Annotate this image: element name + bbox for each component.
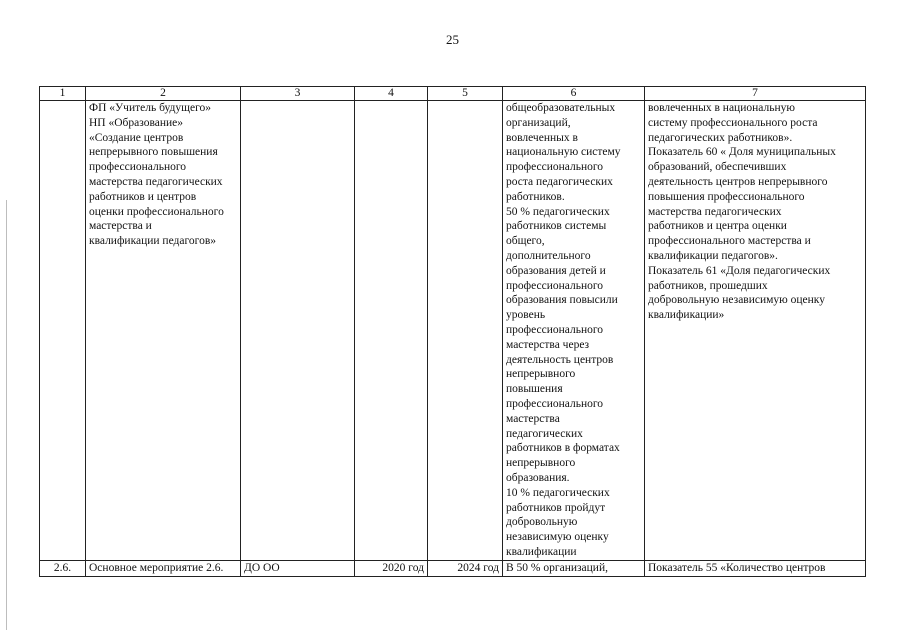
indicator-line: педагогических работников». [648,131,793,144]
start-date-cell: 2020 год [355,560,428,576]
result-line: педагогических [506,427,583,440]
result-line: независимую оценку [506,531,609,544]
row-number-cell [40,101,86,561]
result-line: работников в форматах [506,442,620,455]
page-number: 25 [446,32,459,47]
result-line: мастерства через [506,338,590,351]
result-line: непрерывного [506,368,576,381]
executor-cell [241,101,355,561]
header-cell-6: 6 [503,87,645,101]
activity-name-line: НП «Образование» [89,116,184,129]
program-table [39,86,866,577]
result-line: организаций, [506,116,571,129]
header-cell-7: 7 [645,87,866,101]
executor-cell: ДО ОО [241,560,355,576]
table-header-row [40,87,866,101]
indicator-cell: Показатель 55 «Количество центров [645,560,866,576]
activity-name-cell [86,101,241,561]
row-number-cell: 2.6. [40,560,86,576]
header-cell-2: 2 [86,87,241,101]
result-line: работников системы [506,220,607,233]
result-line: роста педагогических [506,175,613,188]
result-line: общего, [506,235,545,248]
activity-name-cell: Основное мероприятие 2.6. [86,560,241,576]
result-line: 50 % педагогических [506,205,610,218]
indicator-line: работников и центра оценки [648,220,787,233]
indicator-line: квалификации» [648,309,725,322]
end-date-cell [428,101,503,561]
indicator-line: систему профессионального роста [648,116,818,129]
activity-name-line: «Создание центров [89,131,184,144]
activity-name-line: оценки профессионального [89,205,224,218]
result-line: деятельность центров [506,353,614,366]
result-line: 10 % педагогических [506,486,610,499]
table-row [40,101,866,561]
scan-edge-mark [6,200,7,630]
header-cell-3: 3 [241,87,355,101]
header-cell-4: 4 [355,87,428,101]
activity-name-line: ФП «Учитель будущего» [89,102,212,114]
activity-name-line: профессионального [89,161,187,174]
indicator-line: добровольную независимую оценку [648,294,825,307]
indicator-line: образований, обеспечивших [648,161,787,174]
activity-name-line: мастерства педагогических [89,175,223,188]
result-line: вовлеченных в [506,131,578,144]
result-line: непрерывного [506,457,576,470]
result-line: добровольную [506,516,578,529]
activity-name-line: квалификации педагогов» [89,235,217,248]
end-date-cell: 2024 год [428,560,503,576]
indicator-line: деятельность центров непрерывного [648,175,828,188]
indicator-line: квалификации педагогов». [648,249,778,262]
result-line: профессионального [506,397,604,410]
header-cell-5: 5 [428,87,503,101]
result-line: общеобразовательных [506,102,616,114]
result-line: профессионального [506,323,604,336]
expected-result-cell [503,101,645,561]
indicator-line: Показатель 60 « Доля муниципальных [648,146,836,159]
start-date-cell [355,101,428,561]
indicator-line: мастерства педагогических [648,205,782,218]
result-line: повышения [506,383,563,396]
result-line: национальную систему [506,146,621,159]
indicator-line: работников, прошедших [648,279,768,292]
activity-name-line: непрерывного повышения [89,146,218,159]
indicator-line: вовлеченных в национальную [648,102,795,114]
result-line: квалификации [506,545,577,558]
indicator-cell [645,101,866,561]
header-cell-1: 1 [40,87,86,101]
activity-name-line: работников и центров [89,190,197,203]
expected-result-cell: В 50 % организаций, [503,560,645,576]
result-line: образования. [506,471,570,484]
indicator-line: профессионального мастерства и [648,235,811,248]
result-line: образования детей и [506,264,606,277]
result-line: профессионального [506,279,604,292]
indicator-line: Показатель 61 «Доля педагогических [648,264,831,277]
result-line: работников. [506,190,565,203]
result-line: профессионального [506,161,604,174]
result-line: мастерства [506,412,560,425]
activity-name-line: мастерства и [89,220,152,233]
result-line: работников пройдут [506,501,606,514]
table-row [40,560,866,576]
indicator-line: повышения профессионального [648,190,805,203]
result-line: образования повысили [506,294,618,307]
result-line: уровень [506,309,546,322]
result-line: дополнительного [506,249,591,262]
